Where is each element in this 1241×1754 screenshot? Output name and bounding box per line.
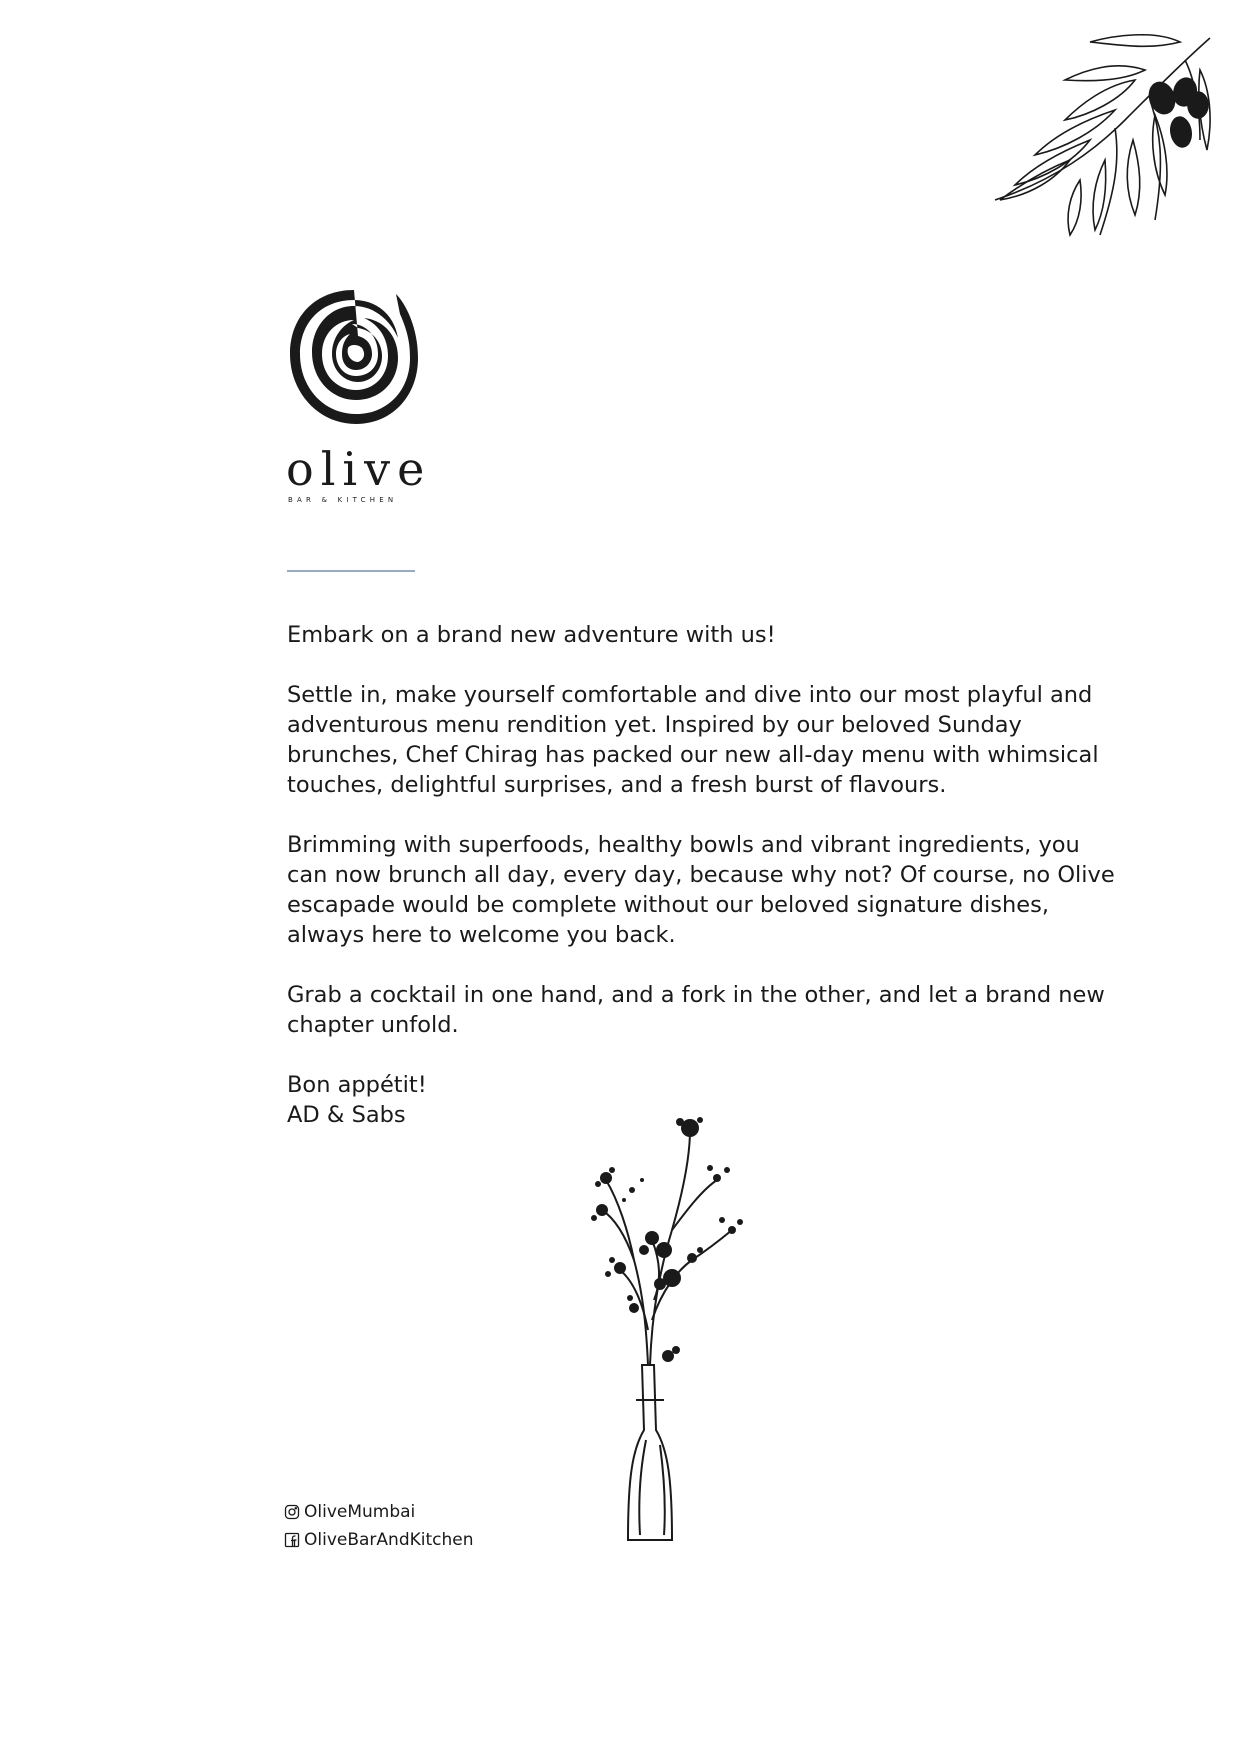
letter-paragraph: Settle in, make yourself comfortable and dive into our most playful and adventurous menu rendition yet. Inspired by our beloved Sunday brunches, Chef Chirag has packed our new all-day menu with whimsical touches, delightful surprises, and a fresh burst of flavours. [287, 682, 1099, 798]
facebook-link[interactable] [284, 1526, 474, 1554]
brand-tagline: BAR & KITCHEN [288, 496, 398, 504]
facebook-handle: OliveBarAndKitchen [304, 1530, 474, 1550]
flower-vase-illustration [572, 1100, 752, 1545]
olive-swirl-logo [286, 284, 422, 430]
section-divider [287, 570, 415, 572]
instagram-icon [284, 1504, 300, 1520]
brand-wordmark: olive [286, 442, 432, 496]
olive-branch-illustration [985, 20, 1225, 245]
letter-signature: AD & Sabs [287, 1102, 406, 1128]
letter-intro: Embark on a brand new adventure with us! [287, 622, 776, 648]
facebook-icon [284, 1532, 300, 1548]
letter-paragraph: Grab a cocktail in one hand, and a fork in the other, and let a brand new chapter unfold. [287, 982, 1105, 1038]
welcome-letter [287, 620, 1127, 1130]
letter-paragraph: Brimming with superfoods, healthy bowls and vibrant ingredients, you can now brunch all day, every day, because why not? Of course, no Olive escapade would be complete without our beloved signature dishes, always here to welcome you back. [287, 832, 1115, 948]
instagram-link[interactable] [284, 1498, 474, 1526]
letter-closing: Bon appétit! [287, 1072, 427, 1098]
social-links [284, 1498, 474, 1554]
instagram-handle: OliveMumbai [304, 1502, 416, 1522]
